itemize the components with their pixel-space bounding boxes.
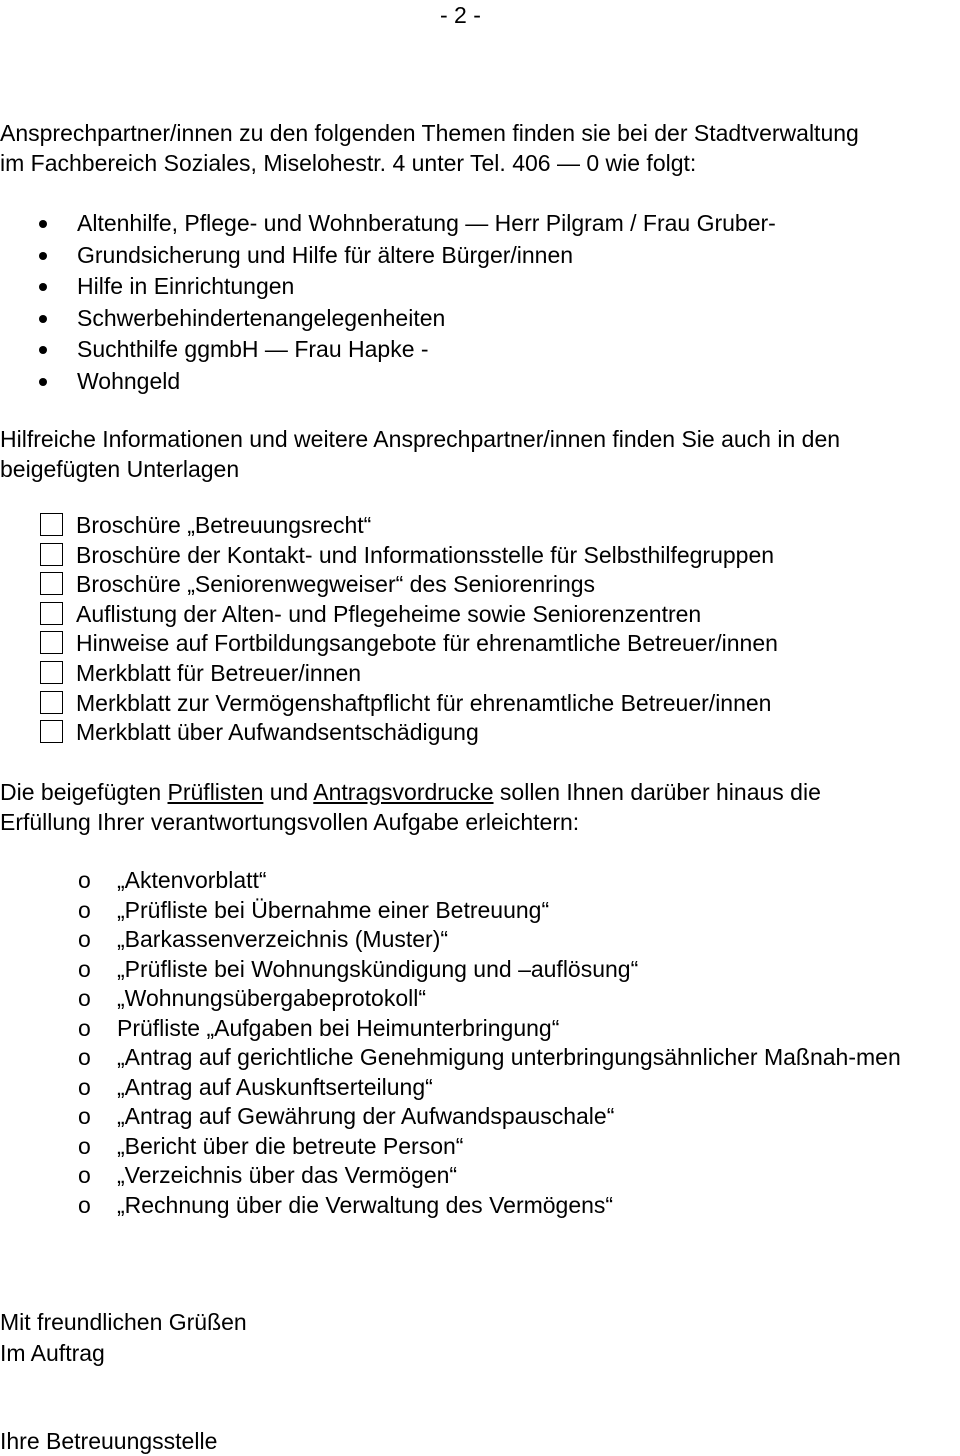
signature: Ihre Betreuungsstelle xyxy=(0,1428,218,1454)
topic-item: Wohngeld xyxy=(0,366,776,398)
bullet-o-icon: o xyxy=(78,1044,91,1070)
forms-paragraph xyxy=(0,777,960,837)
bullet-icon xyxy=(39,315,47,323)
bullet-icon xyxy=(39,346,47,354)
bullet-o-icon: o xyxy=(78,896,91,923)
document-item: Broschüre „Betreuungsrecht“ xyxy=(0,511,778,541)
intro-line-1: Ansprechpartner/innen zu den folgenden Themen finden sie bei der Stadtverwaltung xyxy=(0,120,859,146)
topic-list xyxy=(0,208,776,397)
antragsvordrucke-link: Antragsvordrucke xyxy=(313,779,494,805)
checkbox[interactable] xyxy=(40,691,63,714)
form-item: o „Antrag auf Gewährung der Aufwandspauschale“ xyxy=(0,1102,960,1132)
bullet-o-icon: o xyxy=(78,926,91,952)
bullet-o-icon: o xyxy=(78,1073,91,1100)
topic-item: Hilfe in Einrichtungen xyxy=(0,271,776,303)
on-behalf: Im Auftrag xyxy=(0,1340,105,1366)
greeting: Mit freundlichen Grüßen xyxy=(0,1309,247,1335)
topic-item: Altenhilfe, Pflege- und Wohnberatung — Herr Pilgram / Frau Gruber- xyxy=(0,208,776,240)
info-paragraph xyxy=(0,424,960,484)
pruflisten-link: Prüflisten xyxy=(167,779,264,805)
document-item: Merkblatt für Betreuer/innen xyxy=(0,659,778,689)
document-checklist xyxy=(0,511,778,748)
bullet-icon xyxy=(39,252,47,260)
document-item: Broschüre „Seniorenwegweiser“ des Seniorenrings xyxy=(0,570,778,600)
form-item: o „Prüfliste bei Übernahme einer Betreuung“ xyxy=(0,896,960,926)
bullet-icon xyxy=(39,378,47,386)
checkbox[interactable] xyxy=(40,543,63,566)
bullet-o-icon: o xyxy=(78,1162,91,1188)
form-item: o „Antrag auf Auskunftserteilung“ xyxy=(0,1073,960,1103)
checkbox[interactable] xyxy=(40,720,63,743)
bullet-o-icon: o xyxy=(78,1103,91,1129)
form-item: o „Bericht über die betreute Person“ xyxy=(0,1132,960,1162)
checkbox[interactable] xyxy=(40,631,63,654)
document-item: Merkblatt zur Vermögenshaftpflicht für ehrenamtliche Betreuer/innen xyxy=(0,689,778,719)
checkbox[interactable] xyxy=(40,513,63,536)
form-item: o „Antrag auf gerichtliche Genehmigung unterbringungsähnlicher Maßnah-men xyxy=(0,1043,937,1073)
checkbox[interactable] xyxy=(40,661,63,684)
form-item: o „Verzeichnis über das Vermögen“ xyxy=(0,1161,960,1191)
intro-paragraph xyxy=(0,118,960,178)
bullet-o-icon: o xyxy=(78,1191,91,1218)
closing-block xyxy=(0,1307,247,1369)
topic-item: Schwerbehindertenangelegenheiten xyxy=(0,303,776,335)
topic-item: Suchthilfe ggmbH — Frau Hapke - xyxy=(0,334,776,366)
forms-list xyxy=(0,866,960,1220)
document-item: Broschüre der Kontakt- und Informationsstelle für Selbsthilfegruppen xyxy=(0,541,778,571)
bullet-icon xyxy=(39,220,47,228)
document-item: Hinweise auf Fortbildungsangebote für ehrenamtliche Betreuer/innen xyxy=(0,629,778,659)
page-number: - 2 - xyxy=(440,2,481,28)
bullet-o-icon: o xyxy=(78,1014,91,1041)
form-item: o „Wohnungsübergabeprotokoll“ xyxy=(0,984,960,1014)
checkbox[interactable] xyxy=(40,572,63,595)
bullet-o-icon: o xyxy=(78,1132,91,1159)
info-line-1: Hilfreiche Informationen und weitere Ansprechpartner/innen finden Sie auch in den xyxy=(0,426,841,452)
bullet-o-icon: o xyxy=(78,985,91,1011)
info-line-2: beigefügten Unterlagen xyxy=(0,456,240,482)
form-item: o „Aktenvorblatt“ xyxy=(0,866,960,896)
document-item: Merkblatt über Aufwandsentschädigung xyxy=(0,718,778,748)
form-item: o „Rechnung über die Verwaltung des Vermögens“ xyxy=(0,1191,960,1221)
bullet-icon xyxy=(39,283,47,291)
form-item: o „Barkassenverzeichnis (Muster)“ xyxy=(0,925,960,955)
form-item: o „Prüfliste bei Wohnungskündigung und –auflösung“ xyxy=(0,955,960,985)
document-item: Auflistung der Alten- und Pflegeheime sowie Seniorenzentren xyxy=(0,600,778,630)
bullet-o-icon: o xyxy=(78,955,91,982)
form-item: o Prüfliste „Aufgaben bei Heimunterbringung“ xyxy=(0,1014,960,1044)
topic-item: Grundsicherung und Hilfe für ältere Bürger/innen xyxy=(0,240,776,272)
intro-line-2: im Fachbereich Soziales, Miselohestr. 4 unter Tel. 406 — 0 wie folgt: xyxy=(0,150,697,176)
forms-line-1: Die beigefügten Prüflisten und Antragsvordrucke sollen Ihnen darüber hinaus die xyxy=(0,779,821,805)
checkbox[interactable] xyxy=(40,602,63,625)
forms-line-2: Erfüllung Ihrer verantwortungsvollen Aufgabe erleichtern: xyxy=(0,809,580,835)
bullet-o-icon: o xyxy=(78,867,91,893)
